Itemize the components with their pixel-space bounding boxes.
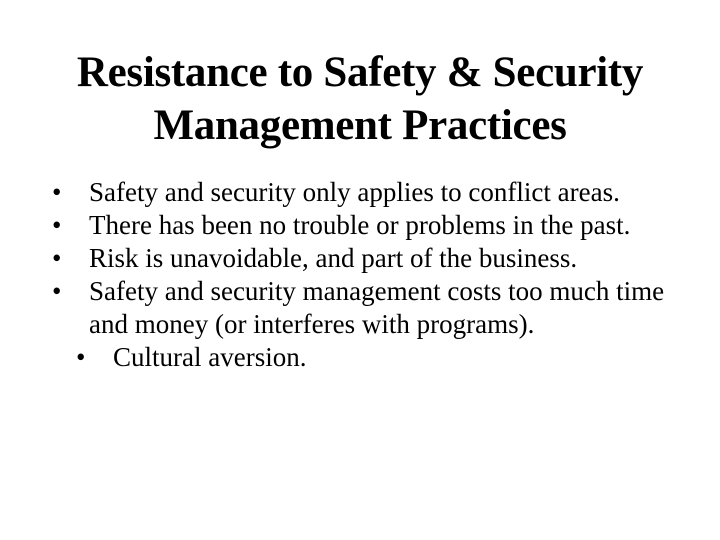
bullet-text: Safety and security only applies to conflict areas. xyxy=(89,177,620,207)
bullet-text: Risk is unavoidable, and part of the business. xyxy=(89,243,578,273)
slide-title-line: Resistance to Safety & Security xyxy=(76,49,644,96)
bullet-item xyxy=(52,209,692,242)
bullet-icon: • xyxy=(76,342,86,372)
bullet-text: There has been no trouble or problems in the past. xyxy=(89,210,631,240)
bullet-item xyxy=(52,176,692,209)
bullet-item xyxy=(52,275,692,341)
bullet-text: Safety and security management costs too much time and money (or interferes with programs). xyxy=(89,276,665,339)
bullet-item xyxy=(52,242,692,275)
slide-title-line: Management Practices xyxy=(153,102,567,149)
bullet-icon: • xyxy=(52,276,62,306)
bullet-icon: • xyxy=(52,177,62,207)
bullet-icon: • xyxy=(52,243,62,273)
bullet-text: Cultural aversion. xyxy=(113,342,307,372)
slide-title xyxy=(36,46,684,152)
bullet-item xyxy=(76,341,692,374)
bullet-list xyxy=(52,176,692,374)
bullet-icon: • xyxy=(52,210,62,240)
